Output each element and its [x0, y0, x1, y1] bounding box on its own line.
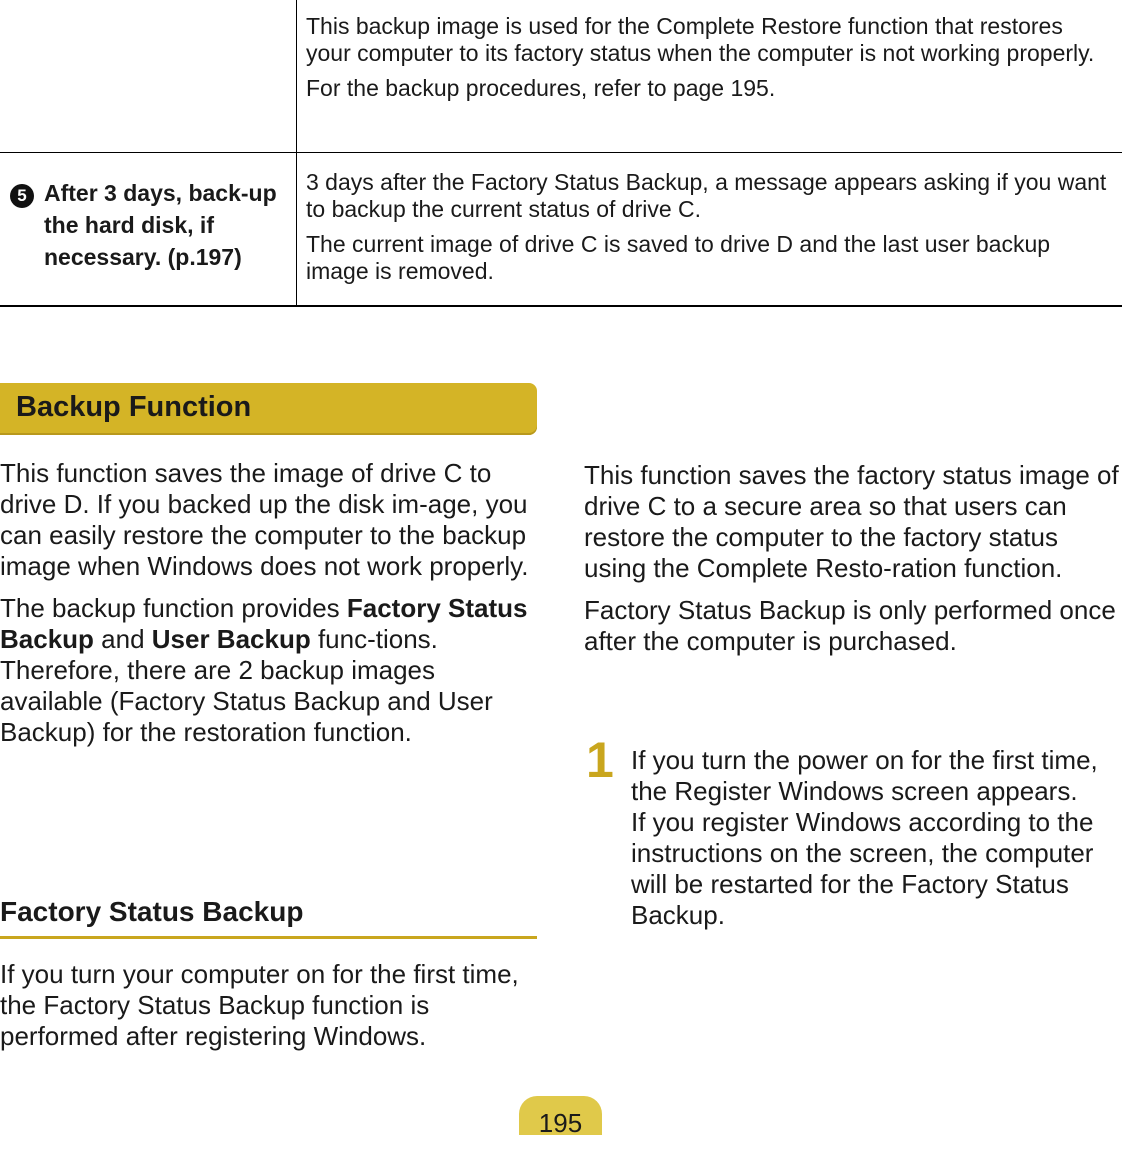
right-para1: This function saves the factory status image of drive C to a secure area so that users can restore the computer to the factory status using the Complete Resto-ration function. [584, 460, 1119, 583]
table-row1-para1: This backup image is used for the Complete Restore function that restores your computer to its factory status when the computer is not working properly. [306, 13, 1095, 66]
step-1-line2: If you register Windows according to the instructions on the screen, the computer will be restarted for the Factory Status Backup. [631, 807, 1094, 930]
table-row1-content [306, 13, 1111, 110]
step-1-line1: If you turn the power on for the first time, the Register Windows screen appears. [631, 745, 1098, 806]
left-para2-prefix: The backup function provides [0, 593, 347, 623]
left-column-lower [0, 959, 535, 1063]
table-row2-content [306, 169, 1111, 293]
step-5-badge: 5 [10, 184, 34, 208]
step-1-content [631, 745, 1111, 931]
table-row2-para1: 3 days after the Factory Status Backup, a message appears asking if you want to backup the current status of drive C. [306, 169, 1107, 222]
user-backup-term: User Backup [151, 624, 311, 654]
section-title: Backup Function [16, 391, 252, 423]
table-row1-para2: For the backup procedures, refer to page 195. [306, 75, 776, 101]
step-1-number: 1 [586, 732, 614, 788]
subheading-factory-status-backup: Factory Status Backup [0, 896, 304, 927]
step-5-label: After 3 days, back-up the hard disk, if necessary. (p.197) [44, 180, 277, 270]
subheading-rule [0, 936, 537, 939]
factory-status-backup-term: Factory Status Backup [0, 593, 528, 654]
left-para1: This function saves the image of drive C to drive D. If you backed up the disk im-age, you can easily restore the computer to the backup image when Windows does not work properly. [0, 458, 529, 581]
left-para3: If you turn your computer on for the first time, the Factory Status Backup function is performed after registering Windows. [0, 959, 519, 1051]
right-para2: Factory Status Backup is only performed once after the computer is purchased. [584, 595, 1116, 656]
left-para2 [0, 593, 535, 748]
right-column [584, 460, 1119, 668]
table-bottom-rule [0, 305, 1122, 307]
table-row-divider [0, 152, 1122, 153]
table-column-divider [296, 0, 297, 306]
left-para2-suffix: func-tions. Therefore, there are 2 backup images available (Factory Status Backup and User Backup) for the restoration function. [0, 624, 493, 747]
left-para2-mid: and [93, 624, 152, 654]
left-column [0, 458, 535, 759]
page-number-badge: 195 [519, 1096, 602, 1135]
table-row2-para2: The current image of drive C is saved to drive D and the last user backup image is removed. [306, 231, 1051, 284]
